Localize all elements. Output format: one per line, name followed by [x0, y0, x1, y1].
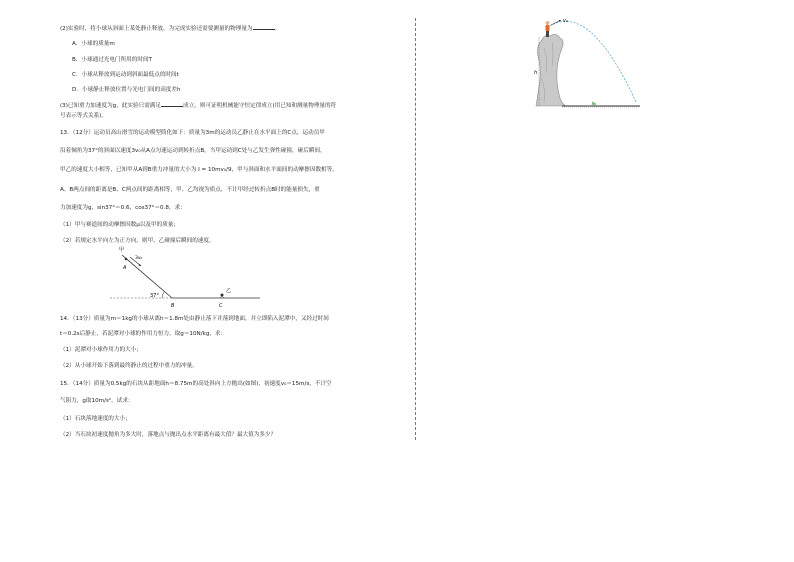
projectile-diagram-svg	[532, 18, 652, 110]
label-h: h	[534, 70, 538, 76]
label-angle: 37°	[150, 293, 159, 299]
label-point-c: C	[219, 303, 223, 309]
thrower-legs	[546, 31, 549, 37]
label-point-a: A	[123, 265, 127, 271]
skier-jia-marker	[125, 258, 128, 261]
answer-blank	[161, 101, 183, 107]
trajectory-curve	[550, 21, 636, 102]
cliff-rock	[536, 34, 566, 106]
column-divider	[415, 18, 416, 440]
angle-arc	[162, 292, 164, 298]
incline-line	[122, 255, 172, 298]
q15-line: 15．（14分）质量为0.5kg的石块从距地面h＝8.75m的高处斜向上方抛出(如图)，初速度v₀＝15m/s，不计空	[60, 381, 332, 387]
answer-blank	[253, 24, 275, 30]
q13-line: 13．（12分）运动员高山滑雪的运动模型简化如下：质量为3m的运动员乙静止在水平面上的C点，运动员甲	[60, 130, 325, 136]
q12-option-b: B．小球通过光电门所用的时间T	[72, 57, 152, 63]
label-yi: 乙	[226, 288, 232, 294]
thrower-head	[546, 21, 550, 25]
q13-line: 甲乙的速度大小相等，已知甲从A到B重力冲量的大小为 I = 10mv₀/9，甲与斜面和水平面间的动摩擦因数相等，	[60, 167, 338, 173]
projectile-diagram	[532, 18, 652, 110]
q13-line: A、B两点间的距离是B、C两点间的距离相等，甲、乙均视为质点，不计甲经过转折点B时的能量损失，重	[60, 187, 320, 193]
thrower-body	[546, 25, 550, 31]
q13-question-1: （1）甲与赛道间的动摩擦因数μ以及甲的质量；	[60, 222, 179, 228]
slope-diagram-svg	[110, 231, 260, 311]
grass-tuft	[592, 102, 596, 105]
q15-question-1: （1）石块落地速度的大小；	[60, 416, 131, 422]
q15-line: 气阻力，g取10m/s²，试求：	[60, 398, 134, 404]
label-point-b: B	[171, 303, 175, 309]
q14-question-1: （1）泥潭对小球作用力的大小；	[60, 347, 142, 353]
slope-diagram	[110, 231, 260, 311]
label-jia: 甲	[119, 247, 125, 253]
q14-question-2: （2）从小球开始下落到最终静止的过程中重力的冲量。	[60, 363, 198, 369]
q14-line: 14．（13分）质量为m＝1kg的小球从离h＝1.8m处由静止落下并落到地面，并立即陷入泥潭中，又经过时间	[60, 316, 329, 322]
q13-question-2: （2）若规定水平向左为正方向，则甲、乙碰撞后瞬间的速度。	[60, 238, 215, 244]
q15-question-2: （2）当石块初速度抛角为多大时，落地点与抛出点水平距离有最大值？最大值为多少？	[60, 432, 277, 438]
q12-option-d: D．小球静止释放位置与光电门间的高度差h	[72, 87, 181, 93]
label-v0: v₀	[563, 18, 568, 24]
q12-option-c: C．小球从释放到运动到斜面最低点的时间t	[72, 72, 179, 78]
q13-line: 力加速度为g，sin37°＝0.6，cos37°＝0.8，求：	[60, 205, 186, 211]
q12-part2: (2)实验时，将小球从斜面上某处静止释放，为完成实验还需要测量的物理量为 。	[60, 26, 281, 32]
q13-line: 沿着倾角为37°的斜面以速度3v₀从A点匀速运动到转折点B，当甲运动到C处与乙发生弹性碰撞，碰后瞬间，	[60, 148, 326, 154]
q14-line: t＝0.2s后静止，若泥潭对小球的作用力恒力，取g＝10N/kg，求：	[60, 331, 227, 337]
label-velocity: 3v₀	[135, 256, 143, 261]
q12-option-a: A．小球的质量m	[72, 41, 115, 47]
q12-part3: (3)已知重力加速度为g，此实验只需满足 成立，则可证明机械能守恒定律成立(用已知和测量物理量的符	[60, 103, 337, 109]
q12-part3-cont: 号表示等式关系)。	[60, 113, 107, 119]
